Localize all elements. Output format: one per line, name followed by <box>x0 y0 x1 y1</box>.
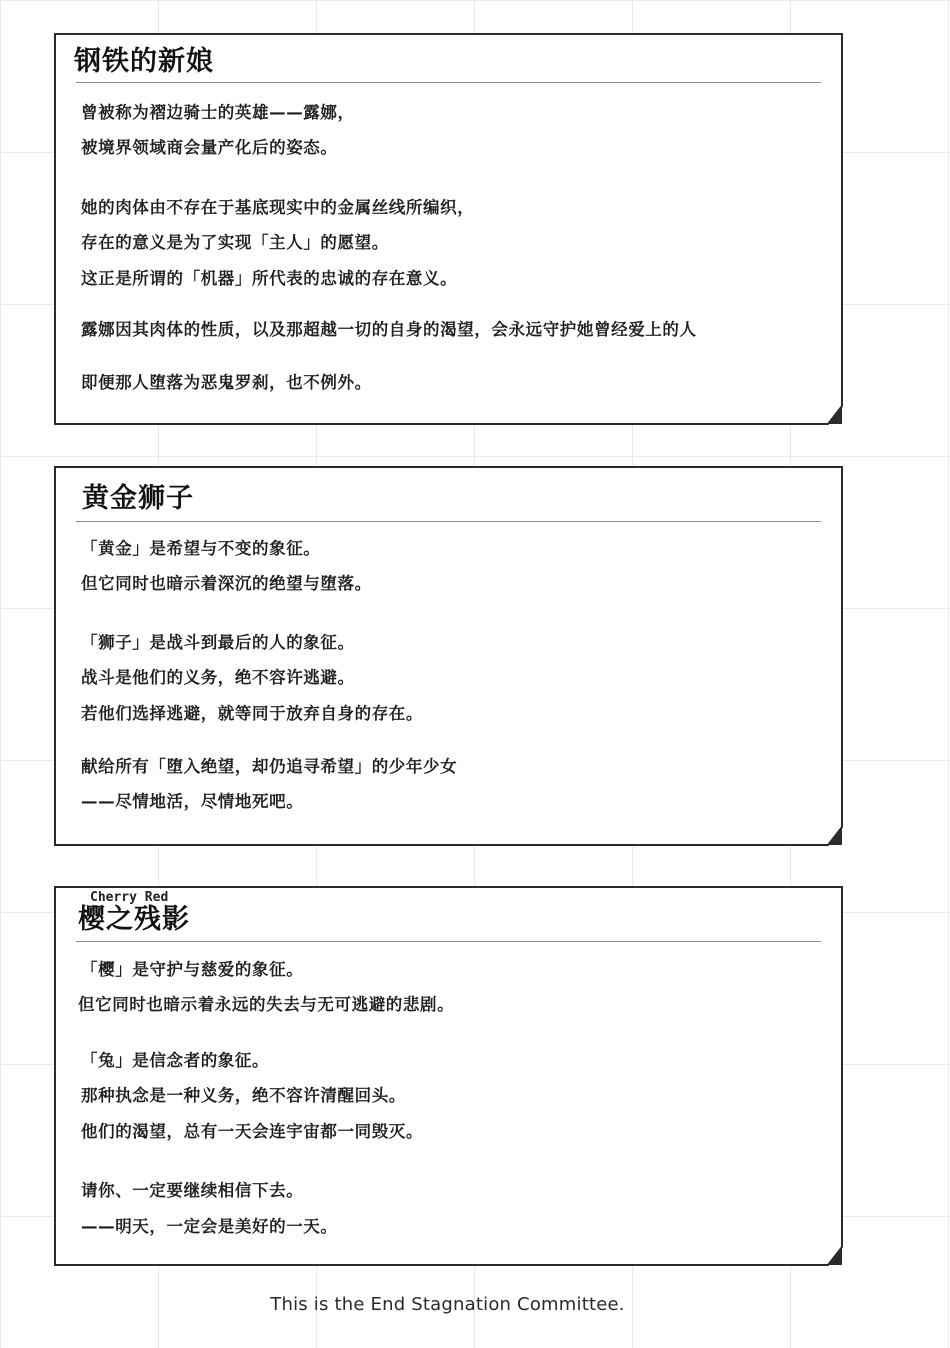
card-title: 樱之残影 <box>78 904 190 935</box>
card-frame <box>54 33 843 425</box>
body-line: 但它同时也暗示着深沉的绝望与堕落。 <box>81 574 372 593</box>
body-line: ——明天，一定会是美好的一天。 <box>81 1217 338 1236</box>
card-steel-bride <box>54 33 843 425</box>
body-line: 献给所有「堕入绝望，却仍追寻希望」的少年少女 <box>81 757 458 776</box>
card-title: 钢铁的新娘 <box>74 46 214 77</box>
title-divider <box>76 82 821 83</box>
title-divider <box>76 941 821 942</box>
body-line: 被境界领域商会量产化后的姿态。 <box>81 138 338 157</box>
body-line: 曾被称为褶边骑士的英雄——露娜， <box>81 103 355 122</box>
body-line: 即便那人堕落为恶鬼罗刹，也不例外。 <box>81 373 372 392</box>
body-line: 这正是所谓的「机器」所代表的忠诚的存在意义。 <box>81 269 458 288</box>
body-line: ——尽情地活，尽情地死吧。 <box>81 792 304 811</box>
body-line: 战斗是他们的义务，绝不容许逃避。 <box>81 668 355 687</box>
body-line: 「樱」是守护与慈爱的象征。 <box>81 960 304 979</box>
body-line: 但它同时也暗示着永远的失去与无可逃避的悲剧。 <box>78 995 455 1014</box>
card-subtitle: Cherry Red <box>90 890 169 905</box>
body-line: 「兔」是信念者的象征。 <box>81 1051 270 1070</box>
body-line: 「狮子」是战斗到最后的人的象征。 <box>81 633 355 652</box>
body-line: 存在的意义是为了实现「主人」的愿望。 <box>81 233 389 252</box>
body-line: 他们的渴望，总有一天会连宇宙都一同毁灭。 <box>81 1122 423 1141</box>
card-frame <box>54 886 843 1266</box>
card-cherry-afterimage <box>54 886 843 1266</box>
title-divider <box>76 521 821 522</box>
body-line: 请你、一定要继续相信下去。 <box>81 1181 304 1200</box>
footer-tagline: This is the End Stagnation Committee. <box>270 1294 625 1315</box>
card-frame <box>54 466 843 846</box>
body-line: 露娜因其肉体的性质，以及那超越一切的自身的渴望，会永远守护她曾经爱上的人 <box>81 320 697 339</box>
body-line: 那种执念是一种义务，绝不容许清醒回头。 <box>81 1086 406 1105</box>
card-title: 黄金狮子 <box>82 483 194 514</box>
body-line: 「黄金」是希望与不变的象征。 <box>81 539 321 558</box>
card-golden-lion <box>54 466 843 846</box>
body-line: 她的肉体由不存在于基底现实中的金属丝线所编织， <box>81 198 475 217</box>
body-line: 若他们选择逃避，就等同于放弃自身的存在。 <box>81 704 423 723</box>
